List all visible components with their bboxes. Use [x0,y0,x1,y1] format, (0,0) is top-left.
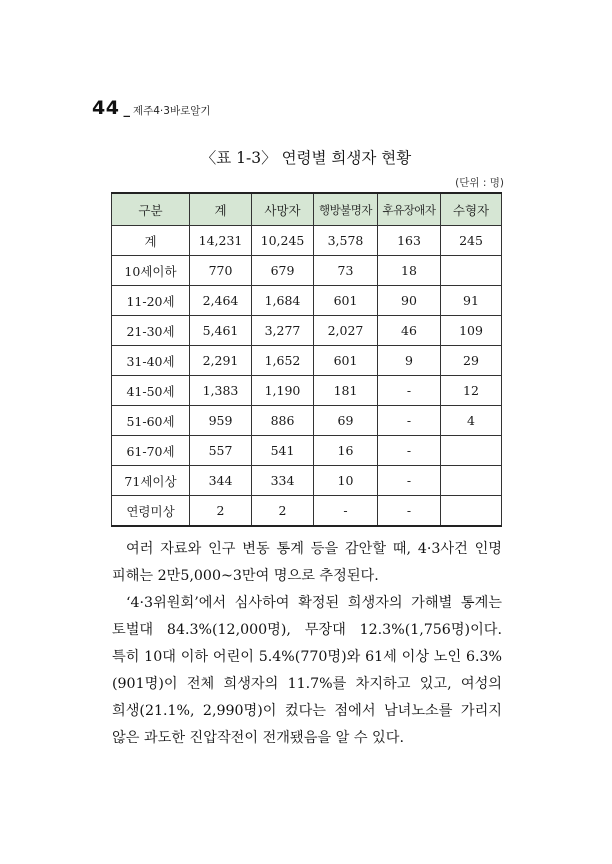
table-cell: 2 [190,496,252,527]
table-cell [441,436,502,466]
table-cell [441,466,502,496]
book-title: 제주4·3바로알기 [132,105,211,117]
table-cell: 163 [378,226,441,256]
table-cell: 21-30세 [112,316,190,346]
col-header-category: 구분 [112,193,190,226]
col-header-total: 계 [190,193,252,226]
table-cell: 29 [441,346,502,376]
paragraph: 여러 자료와 인구 변동 통계 등을 감안할 때, 4·3사건 인명 피해는 2만5,000~3만여 명으로 추정된다. [112,541,502,584]
table-cell: 71세이상 [112,466,190,496]
body-text [112,536,502,752]
table-cell: 181 [314,376,378,406]
col-header-missing: 행방불명자 [314,193,378,226]
table-cell: 2,027 [314,316,378,346]
table-cell: - [314,496,378,527]
table-cell: 3,277 [252,316,314,346]
table-cell: 10세이하 [112,256,190,286]
table-cell: 69 [314,406,378,436]
table-cell: 61-70세 [112,436,190,466]
col-header-convicted: 수형자 [441,193,502,226]
victims-by-age-table [111,192,502,527]
table-row [112,286,502,316]
col-header-injured: 후유장애자 [378,193,441,226]
table-cell: 90 [378,286,441,316]
table-row [112,226,502,256]
table-cell: 계 [112,226,190,256]
header-separator: _ [123,103,130,118]
table-caption: 〈표 1-3〉 연령별 희생자 현황 [200,149,412,167]
table-cell: 12 [441,376,502,406]
unit-note: (단위 : 명) [455,177,504,189]
table-row [112,316,502,346]
table-cell [441,496,502,527]
table-cell: 1,684 [252,286,314,316]
table-row [112,376,502,406]
table-cell: 41-50세 [112,376,190,406]
table-cell: 11-20세 [112,286,190,316]
table-cell: 601 [314,286,378,316]
table-row [112,466,502,496]
table-row [112,256,502,286]
col-header-dead: 사망자 [252,193,314,226]
table-cell: 5,461 [190,316,252,346]
table-cell: 2,464 [190,286,252,316]
table-cell: 51-60세 [112,406,190,436]
table-cell: 73 [314,256,378,286]
table-row [112,346,502,376]
table-cell: 91 [441,286,502,316]
table-cell: - [378,376,441,406]
table-cell: 2,291 [190,346,252,376]
table-cell: 1,190 [252,376,314,406]
table-cell: 16 [314,436,378,466]
table-cell: 1,652 [252,346,314,376]
table-row [112,436,502,466]
table-cell: 10,245 [252,226,314,256]
table-cell: 344 [190,466,252,496]
table-cell: 2 [252,496,314,527]
table-cell: 46 [378,316,441,346]
table-cell: 886 [252,406,314,436]
table-cell: 3,578 [314,226,378,256]
table-cell: 557 [190,436,252,466]
page-number: 44 [92,97,120,119]
table-cell: 10 [314,466,378,496]
table-header-row [112,193,502,226]
table-cell: 109 [441,316,502,346]
table-cell [441,256,502,286]
table-cell: 679 [252,256,314,286]
table-cell: 1,383 [190,376,252,406]
table-row [112,406,502,436]
paragraph: ‘4·3위원회’에서 심사하여 확정된 희생자의 가해별 통계는 토벌대 84.3%(12,000명), 무장대 12.3%(1,756명)이다. 특히 10대 이하 어린이 5.4%(770명)와 61세 이상 노인 6.3%(901명)이 전체 희생자의 11.7%를 차지하고 있고, 여성의 희생(21.1%, 2,990명)이 컸다는 점에서 남녀노소를 가리지 않은 과도한 진압작전이 전개됐음을 알 수 있다. [112,595,502,746]
table-row [112,496,502,527]
table-cell: 18 [378,256,441,286]
table-cell: 31-40세 [112,346,190,376]
table-cell: 770 [190,256,252,286]
table-cell: 14,231 [190,226,252,256]
table-cell: - [378,466,441,496]
table-cell: 9 [378,346,441,376]
table-cell: 334 [252,466,314,496]
table-cell: - [378,406,441,436]
table-cell: 4 [441,406,502,436]
table-cell: - [378,436,441,466]
table-cell: 연령미상 [112,496,190,527]
page-header [92,97,211,119]
table-cell: 601 [314,346,378,376]
table-cell: - [378,496,441,527]
table-cell: 541 [252,436,314,466]
table-cell: 959 [190,406,252,436]
table-cell: 245 [441,226,502,256]
